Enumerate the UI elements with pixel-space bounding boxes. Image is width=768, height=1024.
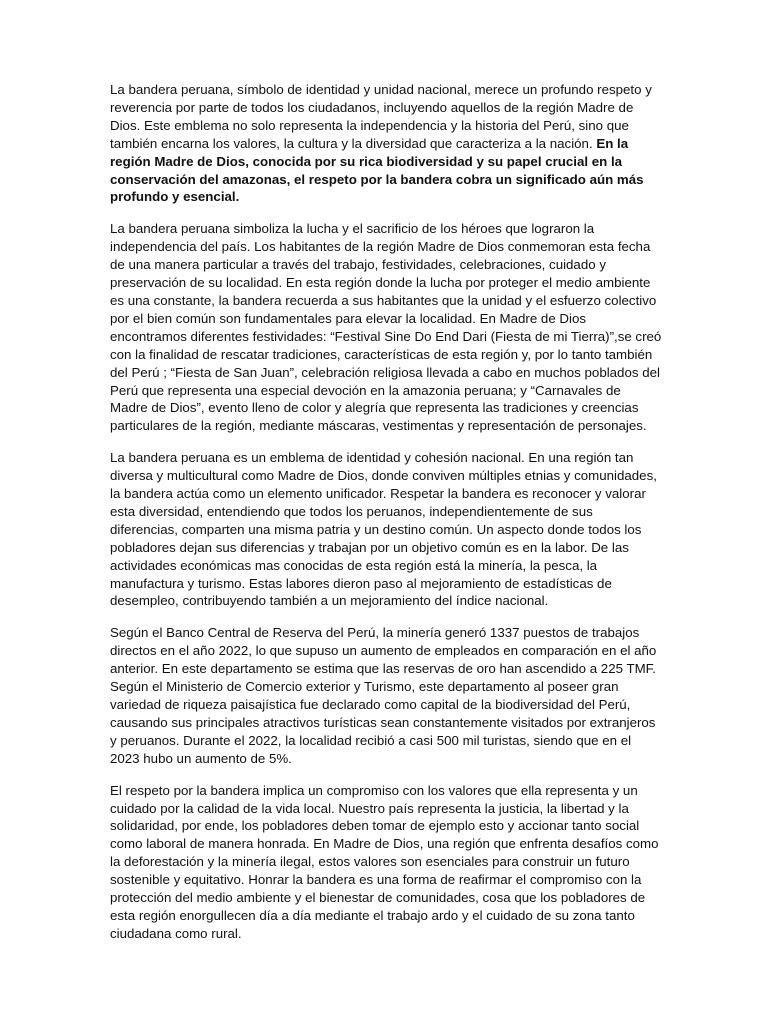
- paragraph-3: La bandera peruana es un emblema de identidad y cohesión nacional. En una región tan diversa y multicultural como Madre de Dios, donde conviven múltiples etnias y comunidades, la bandera actúa como un elemento unificador. Respetar la bandera es reconocer y valorar esta diversidad, entendiendo que todos los peruanos, independientemente de sus diferencias, comparten una misma patria y un destino común. Un aspecto donde todos los pobladores dejan sus diferencias y trabajan por un objetivo común es en la labor. De las actividades económicas mas conocidas de esta región está la minería, la pesca, la manufactura y turismo. Estas labores dieron paso al mejoramiento de estadísticas de desempleo, contribuyendo también a un mejoramiento del índice nacional.: [110, 450, 657, 609]
- paragraph-2: La bandera peruana simboliza la lucha y el sacrificio de los héroes que lograron la independencia del país. Los habitantes de la región Madre de Dios conmemoran esta fecha de una manera particular a través del trabajo, festividades, celebraciones, cuidado y preservación de su localidad. En esta región donde la lucha por proteger el medio ambiente es una constante, la bandera recuerda a sus habitantes que la unidad y el esfuerzo colectivo por el bien común son fundamentales para elevar la localidad. En Madre de Dios encontramos diferentes festividades: “Festival Sine Do End Dari (Fiesta de mi Tierra)”,se creó con la finalidad de rescatar tradiciones, características de esta región y, por lo tanto también del Perú ; “Fiesta de San Juan”, celebración religiosa llevada a cabo en muchos poblados del Perú que representa una especial devoción en la amazonia peruana; y “Carnavales de Madre de Dios”, evento lleno de color y alegría que representa las tradiciones y creencias particulares de la región, mediante máscaras, vestimentas y representación de personajes.: [110, 221, 662, 434]
- paragraph-1: [110, 81, 662, 206]
- paragraph-5: El respeto por la bandera implica un compromiso con los valores que ella representa y un cuidado por la calidad de la vida local. Nuestro país representa la justicia, la libertad y la solidaridad, por ende, los pobladores deben tomar de ejemplo esto y accionar tanto social como laboral de manera honrada. En Madre de Dios, una región que enfrenta desafíos como la deforestación y la minería ilegal, estos valores son esenciales para construir un futuro sostenible y equitativo. Honrar la bandera es una forma de reafirmar el compromiso con la protección del medio ambiente y el bienestar de comunidades, cosa que los pobladores de esta región enorgullecen día a día mediante el trabajo ardo y el cuidado de su zona tanto ciudadana como rural.: [110, 782, 659, 941]
- paragraph-4: Según el Banco Central de Reserva del Perú, la minería generó 1337 puestos de trabajos directos en el año 2022, lo que supuso un aumento de empleados en comparación en el año anterior. En este departamento se estima que las reservas de oro han ascendido a 225 TMF. Según el Ministerio de Comercio exterior y Turismo, este departamento al poseer gran variedad de riqueza paisajística fue declarado como capital de la biodiversidad del Perú, causando sus principales atractivos turísticas sean constantemente visitados por extranjeros y peruanos. Durante el 2022, la localidad recibió a casi 500 mil turistas, siendo que en el 2023 hubo un aumento de 5%.: [110, 625, 657, 766]
- paragraph-1-text: La bandera peruana, símbolo de identidad y unidad nacional, merece un profundo respeto y reverencia por parte de todos los ciudadanos, incluyendo aquellos de la región Madre de Dios. Este emblema no solo representa la independencia y la historia del Perú, sino que también encarna los valores, la cultura y la diversidad que caracteriza a la nación.: [110, 82, 652, 151]
- paragraph-1-bold-text: En la región Madre de Dios, conocida por su rica biodiversidad y su papel crucial en la conservación del amazonas, el respeto por la bandera cobra un significado aún más profundo y esencial.: [110, 135, 644, 205]
